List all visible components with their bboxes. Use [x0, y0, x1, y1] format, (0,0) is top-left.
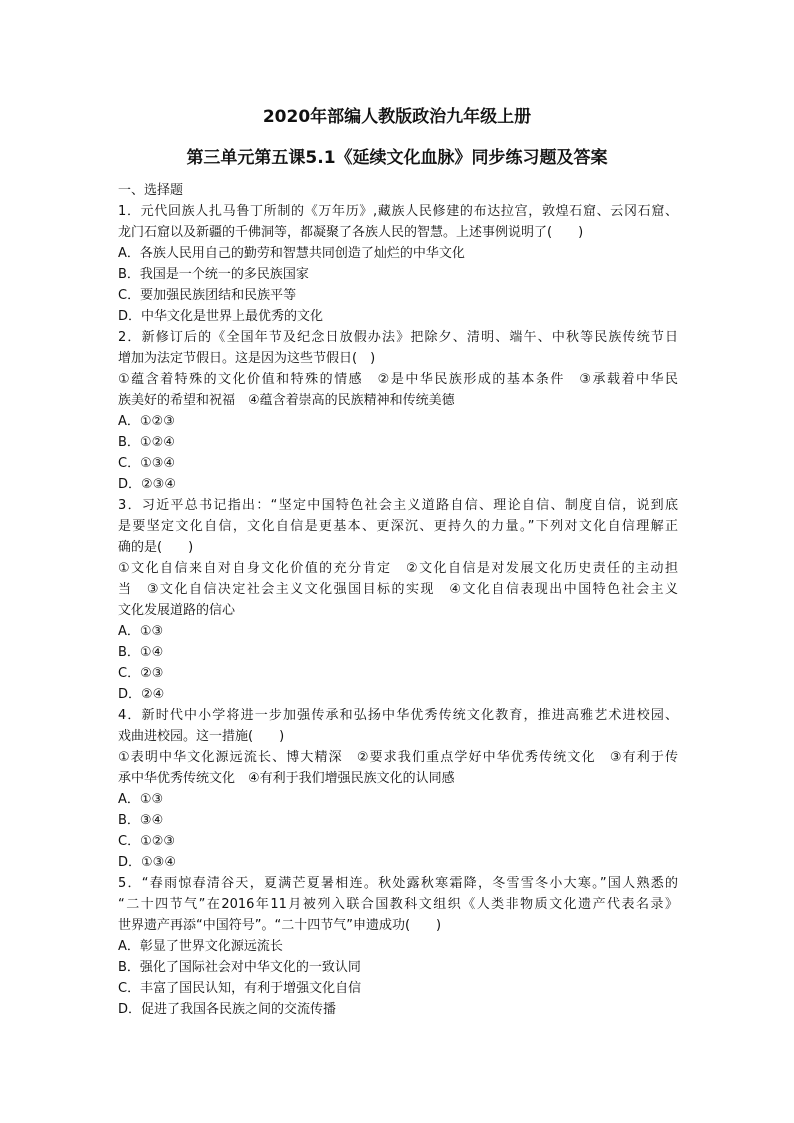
document-subtitle: 第三单元第五课5.1《延续文化血脉》同步练习题及答案 — [186, 148, 608, 168]
text-line: 文化发展道路的信心 — [118, 603, 236, 618]
text-line: 是要坚定文化自信，文化自信是更基本、更深沉、更持久的力量。”下列对文化自信理解正 — [118, 519, 678, 534]
text-line: B．①②④ — [118, 435, 175, 450]
text-line: D．促进了我国各民族之间的交流传播 — [118, 1002, 337, 1017]
text-line: C．②③ — [118, 666, 164, 681]
text-line: 一、选择题 — [118, 183, 184, 198]
text-line: A．①②③ — [118, 414, 175, 429]
text-line: D．①③④ — [118, 855, 176, 870]
text-line: A．彰显了世界文化源远流长 — [118, 939, 283, 954]
text-line: A．①③ — [118, 792, 164, 807]
text-line: 承中华优秀传统文化 ④有利于我们增强民族文化的认同感 — [118, 771, 455, 786]
text-line: D．②④ — [118, 687, 165, 702]
text-line: C．要加强民族团结和民族平等 — [118, 288, 297, 303]
text-line: B．③④ — [118, 813, 164, 828]
text-line: 2．新修订后的《全国年节及纪念日放假办法》把除夕、清明、端午、中秋等民族传统节日 — [118, 330, 678, 345]
text-line: 3．习近平总书记指出：“坚定中国特色社会主义道路自信、理论自信、制度自信，说到底 — [118, 498, 678, 513]
text-line: A．①③ — [118, 624, 164, 639]
text-line: 1．元代回族人扎马鲁丁所制的《万年历》,藏族人民修建的布达拉宫，敦煌石窟、云冈石窟、 — [118, 204, 678, 219]
text-line: 世界遗产再添“中国符号”。“二十四节气”申遗成功( ) — [118, 918, 442, 933]
text-line: ①表明中华文化源远流长、博大精深 ②要求我们重点学好中华优秀传统文化 ③有利于传 — [118, 750, 678, 765]
text-line: 族美好的希望和祝福 ④蕴含着崇高的民族精神和传统美德 — [118, 393, 455, 408]
text-line: B．①④ — [118, 645, 164, 660]
exercise-body — [118, 180, 678, 1020]
text-line: C．丰富了国民认知，有利于增强文化自信 — [118, 981, 362, 996]
text-line: B．我国是一个统一的多民族国家 — [118, 267, 309, 282]
document-title: 2020年部编人教版政治九年级上册 — [262, 107, 532, 127]
text-line: 增加为法定节假日。这是因为这些节假日( ) — [118, 351, 376, 366]
text-line: 龙门石窟以及新疆的千佛洞等，都凝聚了各族人民的智慧。上述事例说明了( ) — [118, 225, 584, 240]
text-line: 5．“春雨惊春清谷天，夏满芒夏暑相连。秋处露秋寒霜降，冬雪雪冬小大寒。”国人熟悉的 — [118, 876, 678, 891]
text-line: ①蕴含着特殊的文化价值和特殊的情感 ②是中华民族形成的基本条件 ③承载着中华民 — [118, 372, 678, 387]
text-line: 4．新时代中小学将进一步加强传承和弘扬中华优秀传统文化教育，推进高雅艺术进校园、 — [118, 708, 678, 723]
text-line: D．②③④ — [118, 477, 176, 492]
text-line: 当 ③文化自信决定社会主义文化强国目标的实现 ④文化自信表现出中国特色社会主义 — [118, 582, 678, 597]
text-line: C．①②③ — [118, 834, 176, 849]
text-line: A．各族人民用自己的勤劳和智慧共同创造了灿烂的中华文化 — [118, 246, 465, 261]
text-line: ①文化自信来自对自身文化价值的充分肯定 ②文化自信是对发展文化历史责任的主动担 — [118, 561, 678, 576]
text-line: B．强化了国际社会对中华文化的一致认同 — [118, 960, 361, 975]
text-line: D．中华文化是世界上最优秀的文化 — [118, 309, 324, 324]
text-line: 确的是( ) — [118, 540, 194, 555]
text-line: C．①③④ — [118, 456, 176, 471]
text-line: “二十四节气”在2016年11月被列入联合国教科文组织《人类非物质文化遗产代表名录》 — [118, 897, 678, 912]
text-line: 戏曲进校园。这一措施( ) — [118, 729, 285, 744]
